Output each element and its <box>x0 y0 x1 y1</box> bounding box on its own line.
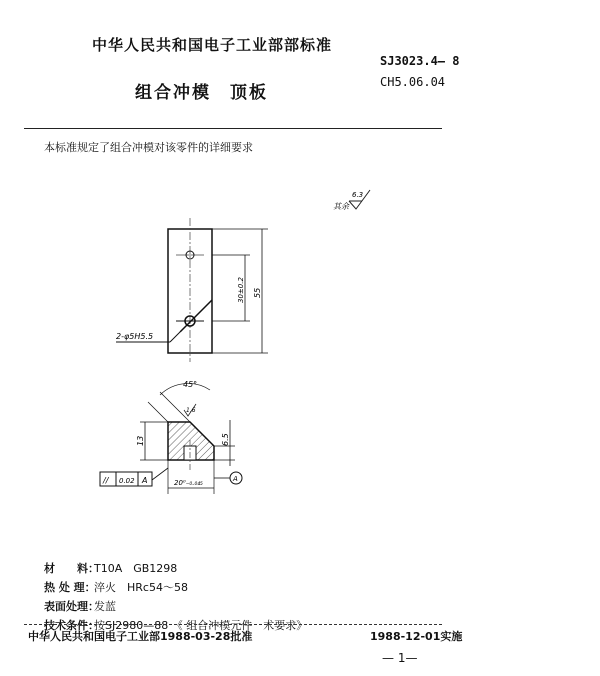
dim-55: 55 <box>253 287 262 298</box>
document-title: 组合冲模 顶板 <box>135 83 268 103</box>
intro-text: 本标准规定了组合冲模对该零件的详细要求 <box>44 141 253 154</box>
footer-rule <box>24 624 442 625</box>
dim-20: 20⁰₋₀.₀₄₅ <box>174 479 203 487</box>
dim-6-5: 6.5 <box>221 433 230 446</box>
datum-label: A <box>233 475 238 483</box>
spec-surface-treatment: 表面处理： 发蓝 <box>44 600 116 613</box>
roughness-value: 6.3 <box>352 191 364 199</box>
approval-line: 中华人民共和国电子工业部1988-03-28批准 <box>28 630 253 643</box>
dim-13: 13 <box>136 435 145 446</box>
tolerance-value: 0.02 <box>119 477 135 485</box>
roughness-small: 1.6 <box>186 407 196 414</box>
roughness-rest-label: 其余 <box>333 202 349 211</box>
angle-45: 45° <box>183 380 198 389</box>
dim-30: 30±0.2 <box>237 277 245 303</box>
spec-material: 材 料： T10A GB1298 <box>44 562 178 575</box>
old-standard-number: CH5.06.04 <box>380 75 446 89</box>
spec-heat-treatment: 热 处 理： 淬火 HRc54～58 <box>44 581 188 594</box>
implementation-date: 1988-12-01实施 <box>370 630 463 643</box>
tolerance-symbol: // <box>103 476 109 485</box>
tolerance-datum: A <box>142 476 148 485</box>
ministry-standard-heading: 中华人民共和国电子工业部部标准 <box>92 36 333 54</box>
page-number: — 1— <box>382 651 418 665</box>
hole-note: 2-φ5H5.5 <box>116 332 154 341</box>
standard-number: SJ3023.4— 8 <box>380 54 460 68</box>
spec-technical-conditions: 技术条件： 按SJ2980—88 《 组合冲模元件 术要求》 <box>44 619 308 632</box>
